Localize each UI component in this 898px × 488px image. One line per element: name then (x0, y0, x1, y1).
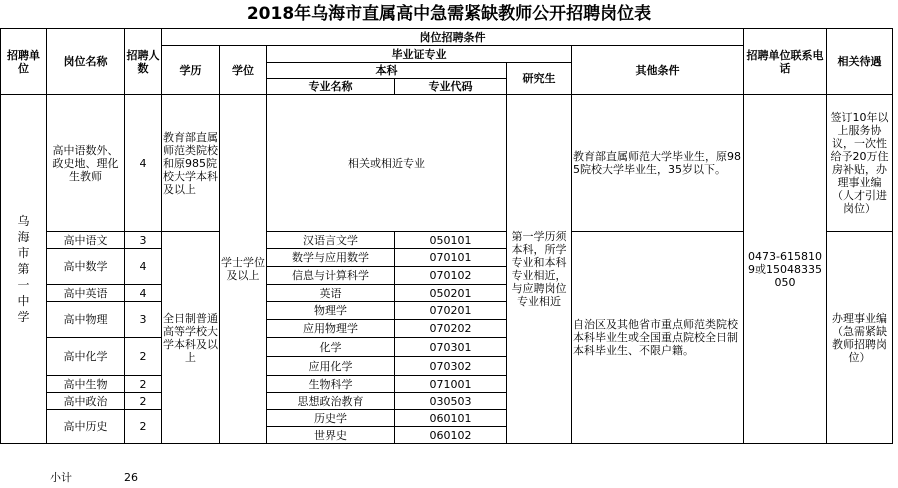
major-name: 应用化学 (267, 357, 395, 376)
header-major-code: 专业代码 (395, 79, 507, 95)
major-name: 应用物理学 (267, 320, 395, 338)
benefit-description: 签订10年以上服务协议，一次性给予20万住房补贴，办理事业编（人才引进岗位） (827, 95, 893, 232)
benefit-description: 办理事业编（急需紧缺教师招聘岗位） (827, 232, 893, 444)
major-code: 071001 (395, 376, 507, 393)
position-name: 高中英语 (47, 285, 125, 302)
position-name: 高中语数外、政史地、理化生教师 (47, 95, 125, 232)
major-code: 070302 (395, 357, 507, 376)
contact-phone: 0473-6158109或15048335050 (744, 95, 827, 444)
major-name: 思想政治教育 (267, 393, 395, 410)
position-count: 2 (125, 376, 162, 393)
position-name: 高中生物 (47, 376, 125, 393)
major-name: 信息与计算科学 (267, 267, 395, 285)
major-code: 070102 (395, 267, 507, 285)
position-name: 高中物理 (47, 302, 125, 338)
position-name: 高中语文 (47, 232, 125, 249)
major-name: 生物科学 (267, 376, 395, 393)
header-other: 其他条件 (572, 46, 744, 95)
graduate-requirement: 第一学历须本科，所学专业和本科专业相近，与应聘岗位专业相近 (507, 95, 572, 444)
header-education: 学历 (162, 46, 220, 95)
position-name: 高中数学 (47, 249, 125, 285)
subtotal-label: 小计 (50, 471, 72, 484)
major-requirement: 相关或相近专业 (267, 95, 507, 232)
position-count: 4 (125, 285, 162, 302)
header-count: 招聘人数 (125, 29, 162, 95)
unit-cell (1, 95, 47, 444)
major-name: 化学 (267, 338, 395, 357)
education-requirement: 全日制普通高等学校大学本科及以上 (162, 232, 220, 444)
major-code: 070202 (395, 320, 507, 338)
major-name: 历史学 (267, 410, 395, 427)
header-degree: 学位 (220, 46, 267, 95)
other-condition: 教育部直属师范大学毕业生，原985院校大学毕业生，35岁以下。 (572, 95, 744, 232)
major-name: 物理学 (267, 302, 395, 320)
header-phone: 招聘单位联系电话 (744, 29, 827, 95)
header-major-name: 专业名称 (267, 79, 395, 95)
position-count: 3 (125, 232, 162, 249)
major-code: 060101 (395, 410, 507, 427)
header-undergrad: 本科 (267, 63, 507, 79)
header-position: 岗位名称 (47, 29, 125, 95)
header-grad: 研究生 (507, 63, 572, 95)
major-name: 英语 (267, 285, 395, 302)
major-code: 060102 (395, 427, 507, 444)
major-name: 世界史 (267, 427, 395, 444)
position-count: 2 (125, 393, 162, 410)
header-major-group: 毕业证专业 (267, 46, 572, 63)
major-name: 汉语言文学 (267, 232, 395, 249)
unit-name: 乌海市第一中学 (17, 214, 30, 324)
footer-row (0, 470, 898, 488)
major-code: 030503 (395, 393, 507, 410)
education-requirement: 教育部直属师范类院校和原985院校大学本科及以上 (162, 95, 220, 232)
position-name: 高中化学 (47, 338, 125, 376)
degree-requirement: 学士学位及以上 (220, 95, 267, 444)
position-name: 高中政治 (47, 393, 125, 410)
recruitment-table (0, 28, 893, 444)
position-count: 4 (125, 249, 162, 285)
major-code: 070201 (395, 302, 507, 320)
major-code: 050201 (395, 285, 507, 302)
position-count: 3 (125, 302, 162, 338)
major-code: 070301 (395, 338, 507, 357)
position-count: 2 (125, 410, 162, 444)
position-count: 2 (125, 338, 162, 376)
position-count: 4 (125, 95, 162, 232)
subtotal-value: 26 (124, 471, 138, 484)
header-conditions: 岗位招聘条件 (162, 29, 744, 46)
major-name: 数学与应用数学 (267, 249, 395, 267)
header-benefits: 相关待遇 (827, 29, 893, 95)
major-code: 050101 (395, 232, 507, 249)
position-name: 高中历史 (47, 410, 125, 444)
header-unit: 招聘单位 (1, 29, 47, 95)
major-code: 070101 (395, 249, 507, 267)
page-title: 2018年乌海市直属高中急需紧缺教师公开招聘岗位表 (246, 4, 652, 24)
other-condition: 自治区及其他省市重点师范类院校本科毕业生或全国重点院校全日制本科毕业生、不限户籍。 (572, 232, 744, 444)
